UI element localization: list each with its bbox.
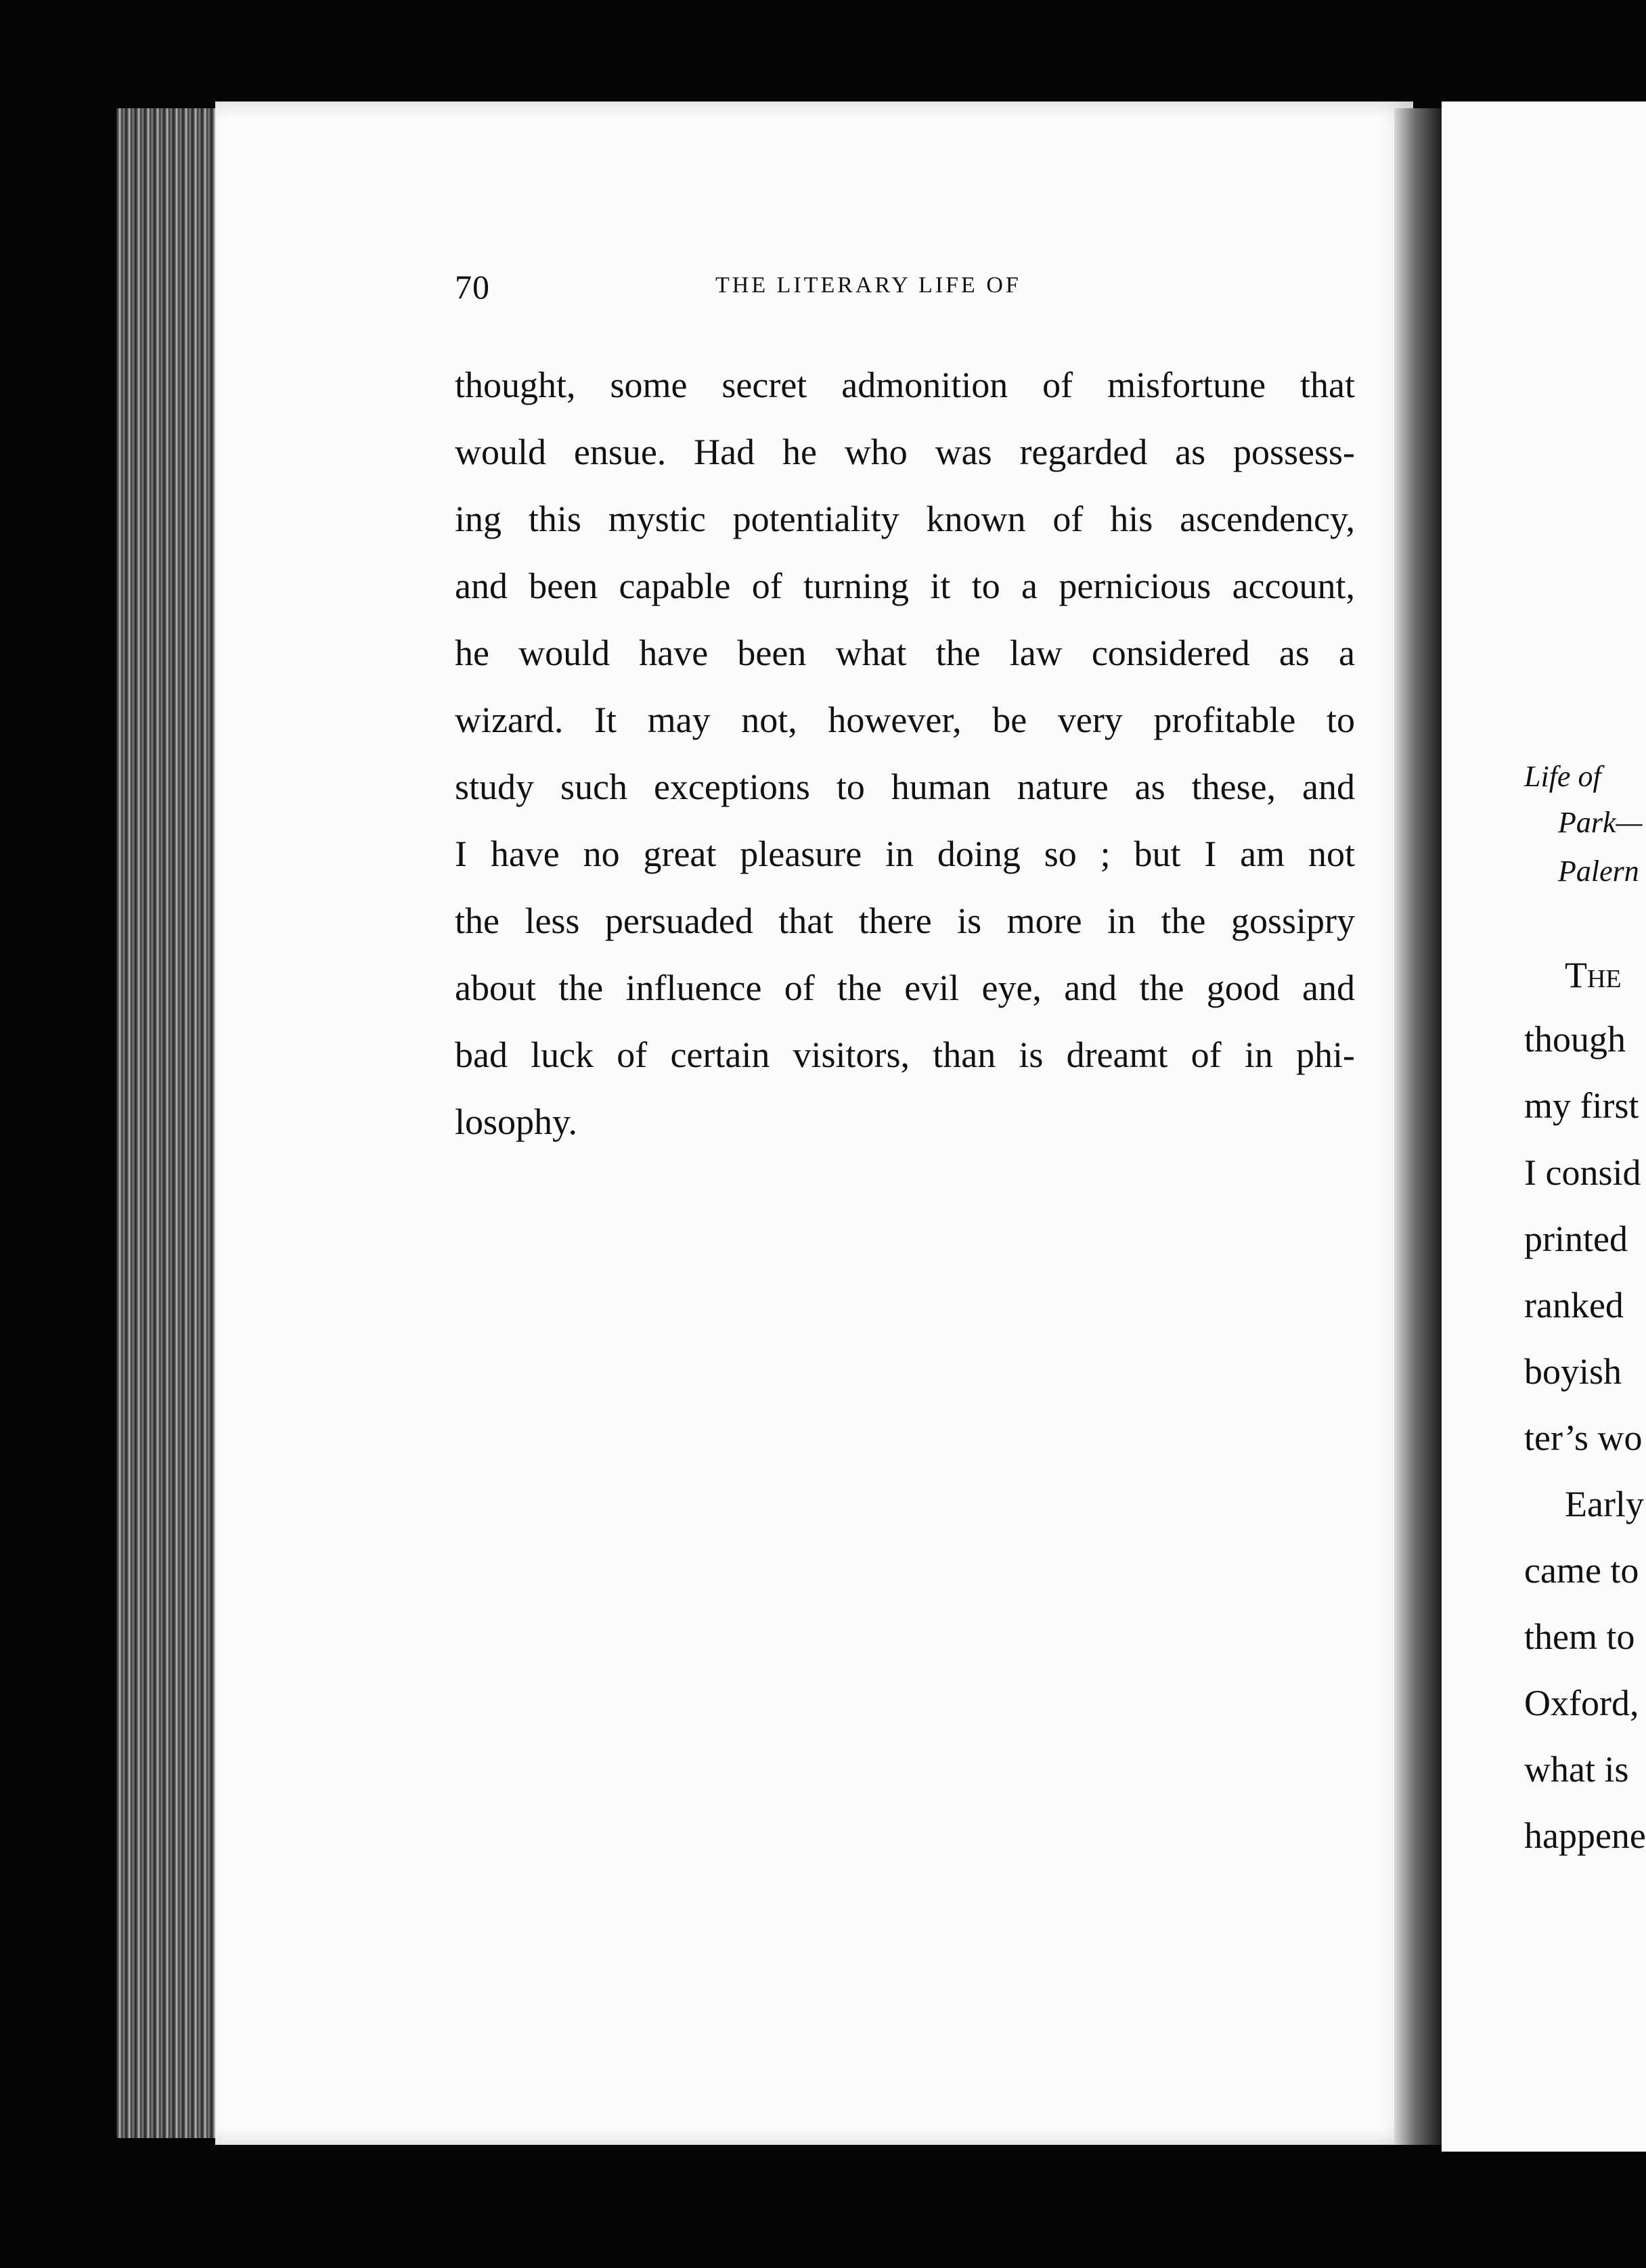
- facing-line: ter’s wo: [1524, 1418, 1643, 1458]
- facing-line: ranked: [1524, 1285, 1624, 1325]
- text-line: I have no great pleasure in doing so ; but I am not: [455, 834, 1355, 874]
- body-paragraph: [455, 352, 1355, 1156]
- running-head: [455, 267, 1355, 308]
- facing-line: happene: [1524, 1815, 1646, 1856]
- facing-first-word: The: [1565, 955, 1622, 995]
- facing-line: I consid: [1524, 1152, 1641, 1193]
- chapter-summary-line: Life of: [1524, 760, 1601, 793]
- facing-line: though: [1524, 1019, 1626, 1060]
- text-line: he would have been what the law considered as a: [455, 633, 1355, 673]
- facing-line: printed: [1524, 1219, 1628, 1259]
- text-line: wizard. It may not, however, be very profitable to: [455, 700, 1355, 740]
- page-edges-left: [116, 108, 218, 2138]
- chapter-summary-line: Palern: [1558, 855, 1639, 888]
- facing-line: what is: [1524, 1749, 1629, 1790]
- chapter-summary-line: Park—: [1558, 806, 1643, 839]
- facing-line: them to: [1524, 1616, 1635, 1657]
- facing-line: Oxford,: [1524, 1683, 1639, 1723]
- text-line: and been capable of turning it to a pernicious account,: [455, 566, 1355, 606]
- text-line: losophy.: [455, 1102, 578, 1142]
- text-line: thought, some secret admonition of misfortune that: [455, 365, 1355, 405]
- text-line: about the influence of the evil eye, and the good and: [455, 968, 1355, 1008]
- facing-line: came to: [1524, 1550, 1639, 1591]
- book-gutter: [1394, 108, 1442, 2145]
- running-title: THE LITERARY LIFE OF: [715, 273, 1021, 298]
- page-number: 70: [455, 268, 490, 306]
- text-line: study such exceptions to human nature as these, and: [455, 767, 1355, 807]
- facing-line: Early: [1565, 1484, 1644, 1524]
- text-line: would ensue. Had he who was regarded as possess-: [455, 432, 1355, 472]
- text-line: the less persuaded that there is more in the gossipry: [455, 901, 1355, 941]
- text-line: ing this mystic potentiality known of his ascendency,: [455, 499, 1355, 539]
- facing-line: my first: [1524, 1085, 1639, 1126]
- text-line: bad luck of certain visitors, than is dreamt of in phi-: [455, 1035, 1355, 1075]
- facing-page-text: [1524, 0, 1646, 2268]
- facing-line: boyish: [1524, 1351, 1622, 1392]
